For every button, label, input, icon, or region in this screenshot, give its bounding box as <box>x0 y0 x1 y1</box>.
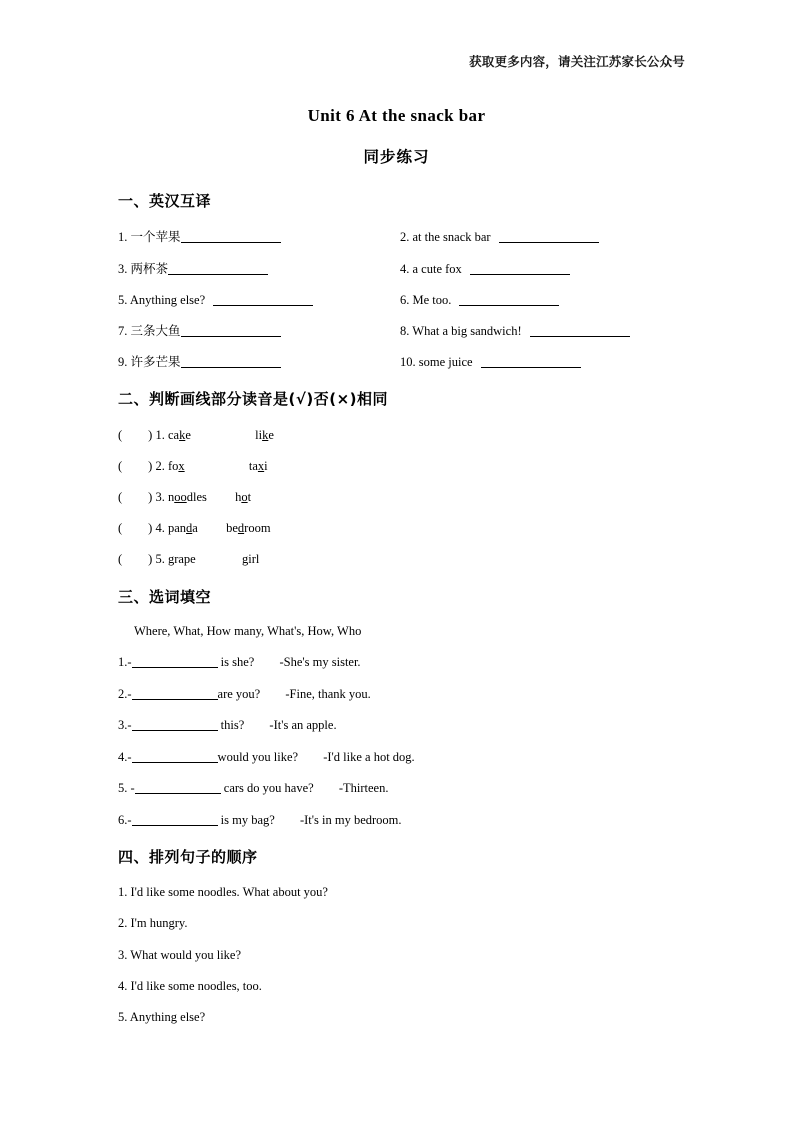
item-number: 2. <box>400 230 410 244</box>
word-a: grape <box>167 552 196 566</box>
item-text: Anything else? <box>129 293 206 307</box>
item-number: 2. <box>155 459 165 473</box>
fill-blank-item-2 <box>118 687 371 702</box>
page-subtitle: 同步练习 <box>363 148 430 166</box>
translate-item-4 <box>400 262 570 277</box>
item-number: 1.- <box>118 655 132 669</box>
word-a: cake <box>167 428 191 442</box>
answer-blank[interactable] <box>481 355 581 368</box>
word-a: panda <box>167 521 198 535</box>
judgement-box[interactable]: ( ) <box>118 459 153 473</box>
fill-blank-item-1 <box>118 655 361 670</box>
item-number: 4.- <box>118 750 132 764</box>
answer-text: -She's my sister. <box>279 655 361 669</box>
answer-blank[interactable] <box>181 324 281 337</box>
item-number: 4. <box>155 521 165 535</box>
item-number: 1. <box>118 230 128 244</box>
answer-blank[interactable] <box>132 750 218 763</box>
answer-blank[interactable] <box>132 813 218 826</box>
word-b: taxi <box>248 459 268 473</box>
page-title: Unit 6 At the snack bar <box>307 106 486 125</box>
item-text: some juice <box>418 355 473 369</box>
pronunciation-item-1 <box>118 428 274 443</box>
translate-item-3 <box>118 262 268 277</box>
item-number: 3. <box>118 262 128 276</box>
item-number: 7. <box>118 324 128 338</box>
answer-blank[interactable] <box>530 324 630 337</box>
ordering-item-2: 2. I'm hungry. <box>118 916 188 930</box>
fill-blank-item-3 <box>118 718 337 733</box>
word-b: bedroom <box>226 521 271 535</box>
header-note: 获取更多内容，请关注江苏家长公众号 <box>469 54 685 69</box>
judgement-box[interactable]: ( ) <box>118 428 153 442</box>
judgement-box[interactable]: ( ) <box>118 552 153 566</box>
section-two-heading: 二、判断画线部分读音是(√)否(×)相同 <box>118 390 388 408</box>
answer-blank[interactable] <box>132 687 218 700</box>
word-b: girl <box>241 552 260 566</box>
ordering-item-4: 4. I'd like some noodles, too. <box>118 979 262 993</box>
item-number: 3. <box>155 490 165 504</box>
fill-blank-item-5 <box>118 781 388 796</box>
fill-blank-item-4 <box>118 750 415 765</box>
item-text: Me too. <box>412 293 452 307</box>
item-text: 许多芒果 <box>130 355 181 369</box>
pronunciation-item-2 <box>118 459 268 474</box>
item-text: 一个苹果 <box>130 230 181 244</box>
answer-text: -Fine, thank you. <box>285 687 371 701</box>
answer-blank[interactable] <box>181 230 281 243</box>
translate-item-2 <box>400 230 599 245</box>
question-text: this? <box>220 718 245 732</box>
answer-text: -Thirteen. <box>338 781 389 795</box>
ordering-item-5: 5. Anything else? <box>118 1010 206 1024</box>
translate-item-9 <box>118 355 281 370</box>
item-number: 3.- <box>118 718 132 732</box>
translate-item-5 <box>118 293 313 308</box>
item-text: What a big sandwich! <box>412 324 522 338</box>
translate-item-6 <box>400 293 559 308</box>
translate-item-10 <box>400 355 581 370</box>
pronunciation-item-3 <box>118 490 251 505</box>
pronunciation-item-5 <box>118 552 259 567</box>
answer-text: -I'd like a hot dog. <box>323 750 415 764</box>
question-text: is my bag? <box>220 813 275 827</box>
ordering-item-3: 3. What would you like? <box>118 948 242 962</box>
item-text: at the snack bar <box>412 230 491 244</box>
item-number: 5. - <box>118 781 135 795</box>
judgement-box[interactable]: ( ) <box>118 490 153 504</box>
answer-blank[interactable] <box>135 781 221 794</box>
item-number: 5. <box>118 293 128 307</box>
question-text: are you? <box>217 687 261 701</box>
item-number: 6.- <box>118 813 132 827</box>
answer-blank[interactable] <box>459 293 559 306</box>
item-text: 三条大鱼 <box>130 324 181 338</box>
word-bank: Where, What, How many, What's, How, Who <box>134 624 362 638</box>
question-text: cars do you have? <box>223 781 314 795</box>
pronunciation-item-4 <box>118 521 271 536</box>
answer-blank[interactable] <box>470 262 570 275</box>
translate-item-8 <box>400 324 630 339</box>
item-number: 10. <box>400 355 416 369</box>
item-number: 6. <box>400 293 410 307</box>
answer-blank[interactable] <box>132 655 218 668</box>
ordering-item-1: 1. I'd like some noodles. What about you? <box>118 885 328 899</box>
fill-blank-item-6 <box>118 813 402 828</box>
answer-blank[interactable] <box>499 230 599 243</box>
item-number: 5. <box>155 552 165 566</box>
question-text: is she? <box>220 655 255 669</box>
section-one-heading: 一、英汉互译 <box>118 192 212 210</box>
answer-blank[interactable] <box>181 355 281 368</box>
word-b: hot <box>235 490 252 504</box>
word-b: like <box>255 428 274 442</box>
item-number: 4. <box>400 262 410 276</box>
section-three-heading: 三、选词填空 <box>118 588 212 606</box>
translate-item-1 <box>118 230 281 245</box>
word-a: fox <box>167 459 185 473</box>
answer-text: -It's an apple. <box>269 718 337 732</box>
word-a: noodles <box>167 490 207 504</box>
item-number: 8. <box>400 324 410 338</box>
translate-item-7 <box>118 324 281 339</box>
item-text: a cute fox <box>412 262 462 276</box>
question-text: would you like? <box>217 750 299 764</box>
judgement-box[interactable]: ( ) <box>118 521 153 535</box>
section-four-heading: 四、排列句子的顺序 <box>118 848 258 866</box>
item-number: 2.- <box>118 687 132 701</box>
item-text: 两杯茶 <box>130 262 169 276</box>
answer-text: -It's in my bedroom. <box>299 813 402 827</box>
item-number: 1. <box>155 428 165 442</box>
item-number: 9. <box>118 355 128 369</box>
answer-blank[interactable] <box>132 718 218 731</box>
answer-blank[interactable] <box>168 262 268 275</box>
answer-blank[interactable] <box>213 293 313 306</box>
